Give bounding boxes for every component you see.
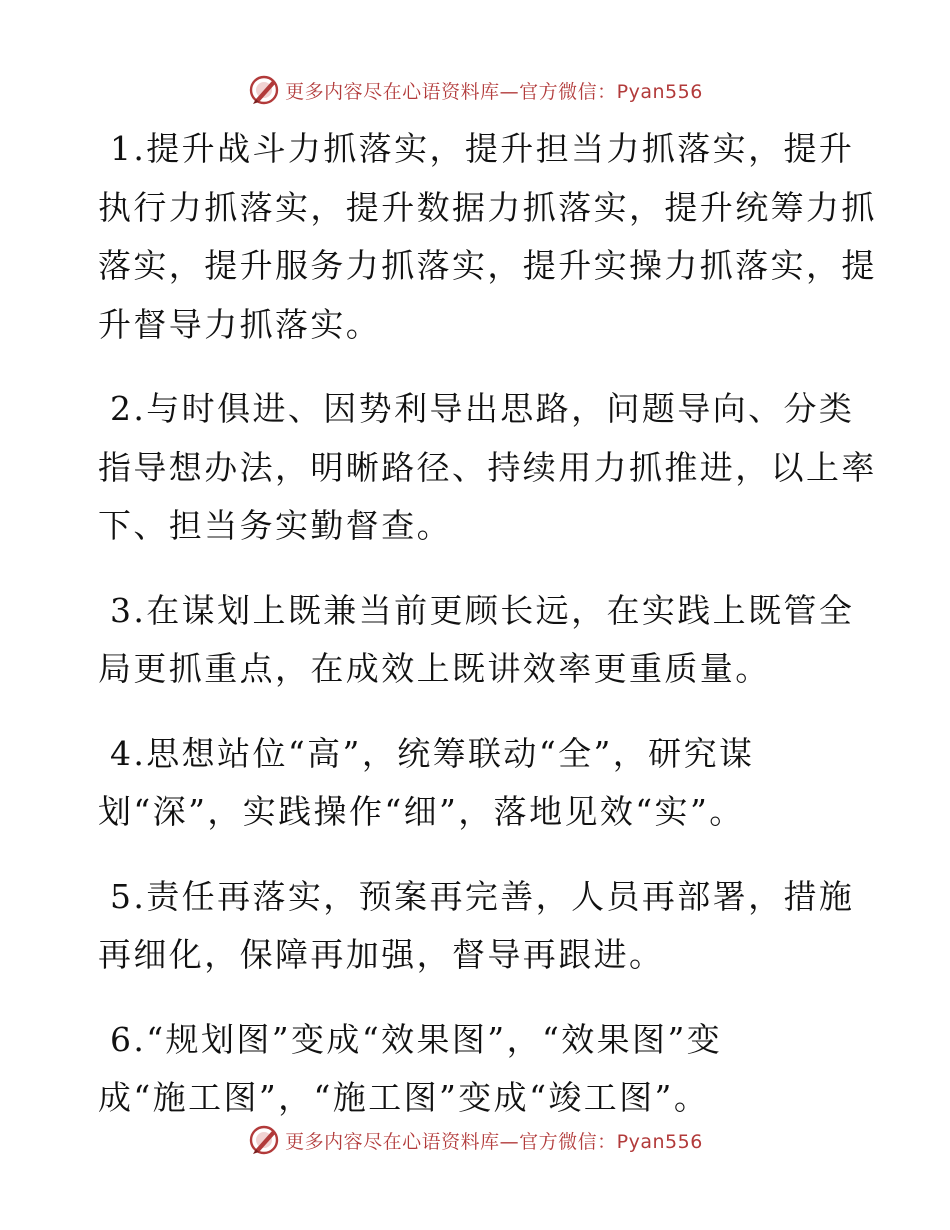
text-line: 6.“规划图”变成“效果图”，“效果图”变	[110, 1019, 723, 1059]
header-banner-text: 更多内容尽在心语资料库—官方微信：Pyan556	[285, 80, 703, 103]
footer-banner-text: 更多内容尽在心语资料库—官方微信：Pyan556	[285, 1130, 703, 1153]
text-line: 再细化，保障再加强，督导再跟进。	[98, 935, 665, 974]
pen-logo-icon	[247, 73, 281, 107]
pen-logo-icon	[247, 1123, 281, 1157]
text-line: 指导想办法，明晰路径、持续用力抓推进，以上率	[98, 447, 877, 487]
text-line: 成“施工图”，“施工图”变成“竣工图”。	[98, 1078, 710, 1117]
document-body	[98, 120, 877, 1154]
text-line: 4.思想站位“高”，统筹联动“全”，研究谋	[110, 733, 755, 773]
text-line: 划“深”，实践操作“细”，落地见效“实”。	[98, 792, 745, 831]
footer-watermark	[0, 1120, 950, 1160]
text-line: 局更抓重点，在成效上既讲效率更重质量。	[98, 649, 771, 688]
text-line: 落实，提升服务力抓落实，提升实操力抓落实，提	[98, 246, 877, 285]
text-line: 5.责任再落实，预案再完善，人员再部署，措施	[110, 876, 855, 916]
list-item	[98, 725, 850, 842]
text-line: 执行力抓落实，提升数据力抓落实，提升统筹力抓	[98, 187, 877, 227]
text-line: 3.在谋划上既兼当前更顾长远，在实践上既管全	[110, 590, 855, 630]
list-item	[98, 120, 877, 354]
list-item	[98, 380, 877, 556]
text-line: 升督导力抓落实。	[98, 304, 382, 344]
header-watermark	[0, 70, 950, 110]
text-line: 1.提升战斗力抓落实，提升担当力抓落实，提升	[110, 129, 855, 168]
list-item	[98, 582, 855, 699]
text-line: 2.与时俱进、因势利导出思路，问题导向、分类	[110, 389, 855, 428]
text-line: 下、担当务实勤督查。	[98, 506, 452, 545]
list-item	[98, 868, 855, 985]
list-item	[98, 1011, 850, 1128]
